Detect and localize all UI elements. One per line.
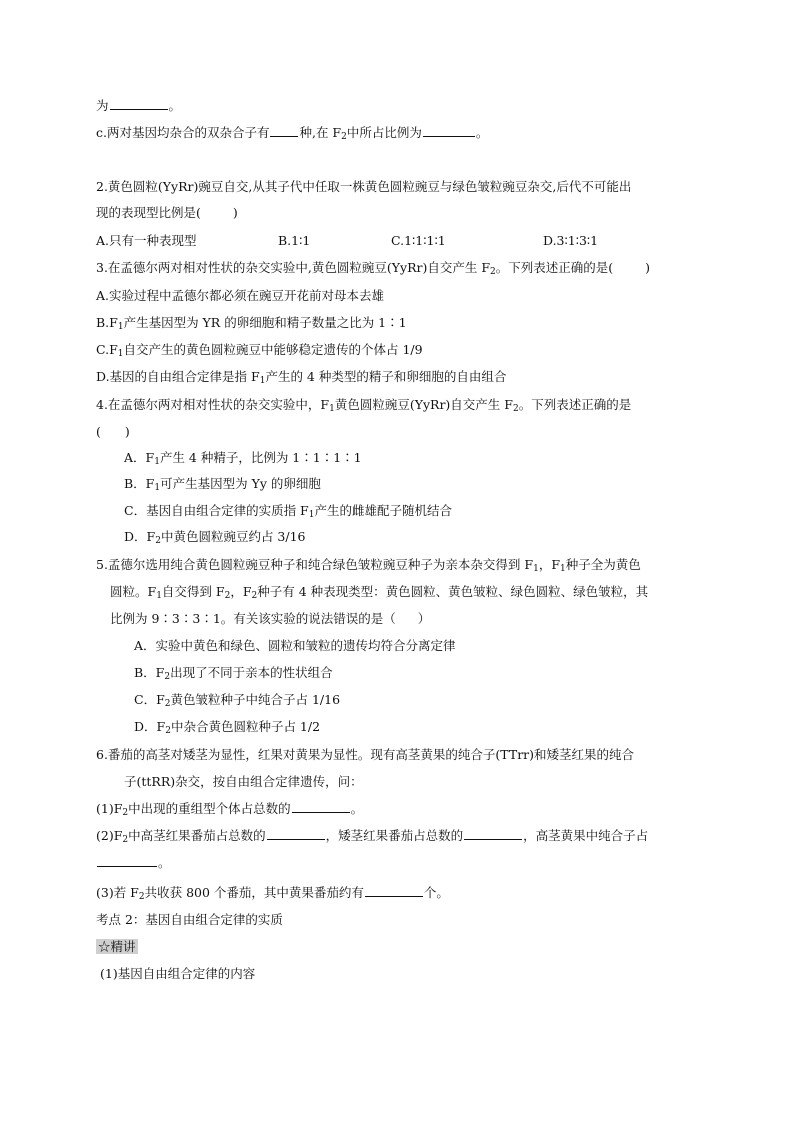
item-c-double-heterozygote: c.两对基因均杂合的双杂合子有 种,在 $F_2$中所占比例为 。	[96, 125, 489, 142]
answer-blank[interactable]	[423, 124, 475, 137]
q3-option-d[interactable]: D.基因的自由组合定律是指 $F_1$产生的 4 种类型的精子和卵细胞的自由组合	[96, 369, 507, 386]
answer-blank[interactable]	[365, 884, 423, 897]
q4-option-c[interactable]: C．基因自由组合定律的实质指 $F_1$产生的雌雄配子随机结合	[124, 503, 452, 520]
q2-option-a[interactable]: A.只有一种表现型	[96, 233, 197, 248]
q4-option-b[interactable]: B．$F_1$可产生基因型为 Yy 的卵细胞	[124, 476, 321, 493]
q4-option-d[interactable]: D．$F_2$中黄色圆粒豌豆约占 3/16	[124, 529, 306, 546]
answer-blank[interactable]	[292, 800, 350, 813]
answer-blank[interactable]	[97, 854, 157, 867]
q5-option-b[interactable]: B．$F_2$出现了不同于亲本的性状组合	[134, 665, 333, 682]
q2-option-c[interactable]: C.1∶1∶1∶1	[391, 233, 446, 248]
q5-option-a[interactable]: A．实验中黄色和绿色、圆粒和皱粒的遗传均符合分离定律	[134, 638, 456, 653]
q6-subquestion-3: (3)若 $F_2$共收获 800 个番茄，其中黄果番茄约有 个。	[96, 885, 449, 902]
q6-stem-line1: 6.番茄的高茎对矮茎为显性，红果对黄果为显性。现有高茎黄果的纯合子(TTrr)和矮茎红果的纯合	[96, 747, 635, 762]
q3-option-b[interactable]: $B.F_1$产生基因型为 YR 的卵细胞和精子数量之比为 1∶1	[96, 315, 407, 332]
q6-subquestion-2-cont: 。	[96, 854, 171, 872]
answer-blank[interactable]	[464, 827, 522, 840]
q5-stem-line3: 比例为 9∶3∶3∶1。有关该实验的说法错误的是（ ）	[110, 611, 431, 626]
q2-options	[96, 232, 598, 250]
q4-answer-parens: ( )	[96, 424, 130, 439]
q2-stem-line2: 现的表现型比例是( )	[96, 205, 238, 220]
q4-option-a[interactable]: A．$F_1$产生 4 种精子，比例为 1∶1∶1∶1	[124, 450, 362, 467]
q3-option-c[interactable]: $C.F_1$自交产生的黄色圆粒豌豆中能够稳定遗传的个体占 1/9	[96, 342, 423, 359]
subheading-content: (1)基因自由组合定律的内容	[100, 966, 256, 981]
answer-blank[interactable]	[110, 97, 168, 110]
label-jingjiang: ☆精讲	[98, 939, 136, 954]
q2-stem-line1: 2.黄色圆粒(YyRr)豌豆自交,从其子代中任取一株黄色圆粒豌豆与绿色皱粒豌豆杂交,后代不可能出	[96, 179, 632, 194]
answer-blank[interactable]	[267, 827, 325, 840]
q6-subquestion-2: $(2)F_2$中高茎红果番茄占总数的 ，矮茎红果番茄占总数的 ，高茎黄果中纯合子占	[96, 828, 649, 845]
q6-subquestion-1: $(1)F_2$中出现的重组型个体占总数的 。	[96, 801, 364, 818]
q4-stem: 4.在孟德尔两对相对性状的杂交实验中，$F_1$黄色圆粒豌豆(YyRr)自交产生 $F_2$。下列表述正确的是	[96, 397, 632, 414]
q6-stem-line2: 子(ttRR)杂交，按自由组合定律遗传，问：	[124, 774, 363, 789]
q5-stem-line2: 圆粒。$F_1$自交得到 $F_2$，$F_2$种子有 4 种表现类型：黄色圆粒、黄色皱粒、绿色圆粒、绿色皱粒，其	[110, 584, 649, 601]
q2-option-d[interactable]: D.3∶1∶3∶1	[543, 233, 599, 248]
q5-option-c[interactable]: C．$F_2$黄色皱粒种子中纯合子占 1/16	[134, 692, 341, 709]
section-heading-kp2: 考点 2：基因自由组合定律的实质	[96, 912, 283, 927]
answer-blank[interactable]	[270, 124, 298, 137]
q3-stem: 3.在孟德尔两对相对性状的杂交实验中,黄色圆粒豌豆(YyRr)自交产生 $F_2$。下列表述正确的是( )	[96, 260, 651, 277]
line-answer-blank-tail: 为 。	[96, 98, 182, 113]
q2-option-b[interactable]: B.1∶1	[278, 233, 311, 248]
q3-option-a[interactable]: A.实验过程中孟德尔都必须在豌豆开花前对母本去雄	[96, 288, 385, 303]
q5-stem-line1: 5.孟德尔选用纯合黄色圆粒豌豆种子和纯合绿色皱粒豌豆种子为亲本杂交得到 $F_1$，$F_1$种子全为黄色	[96, 557, 641, 574]
q5-option-d[interactable]: D．$F_2$中杂合黄色圆粒种子占 1/2	[134, 719, 321, 736]
